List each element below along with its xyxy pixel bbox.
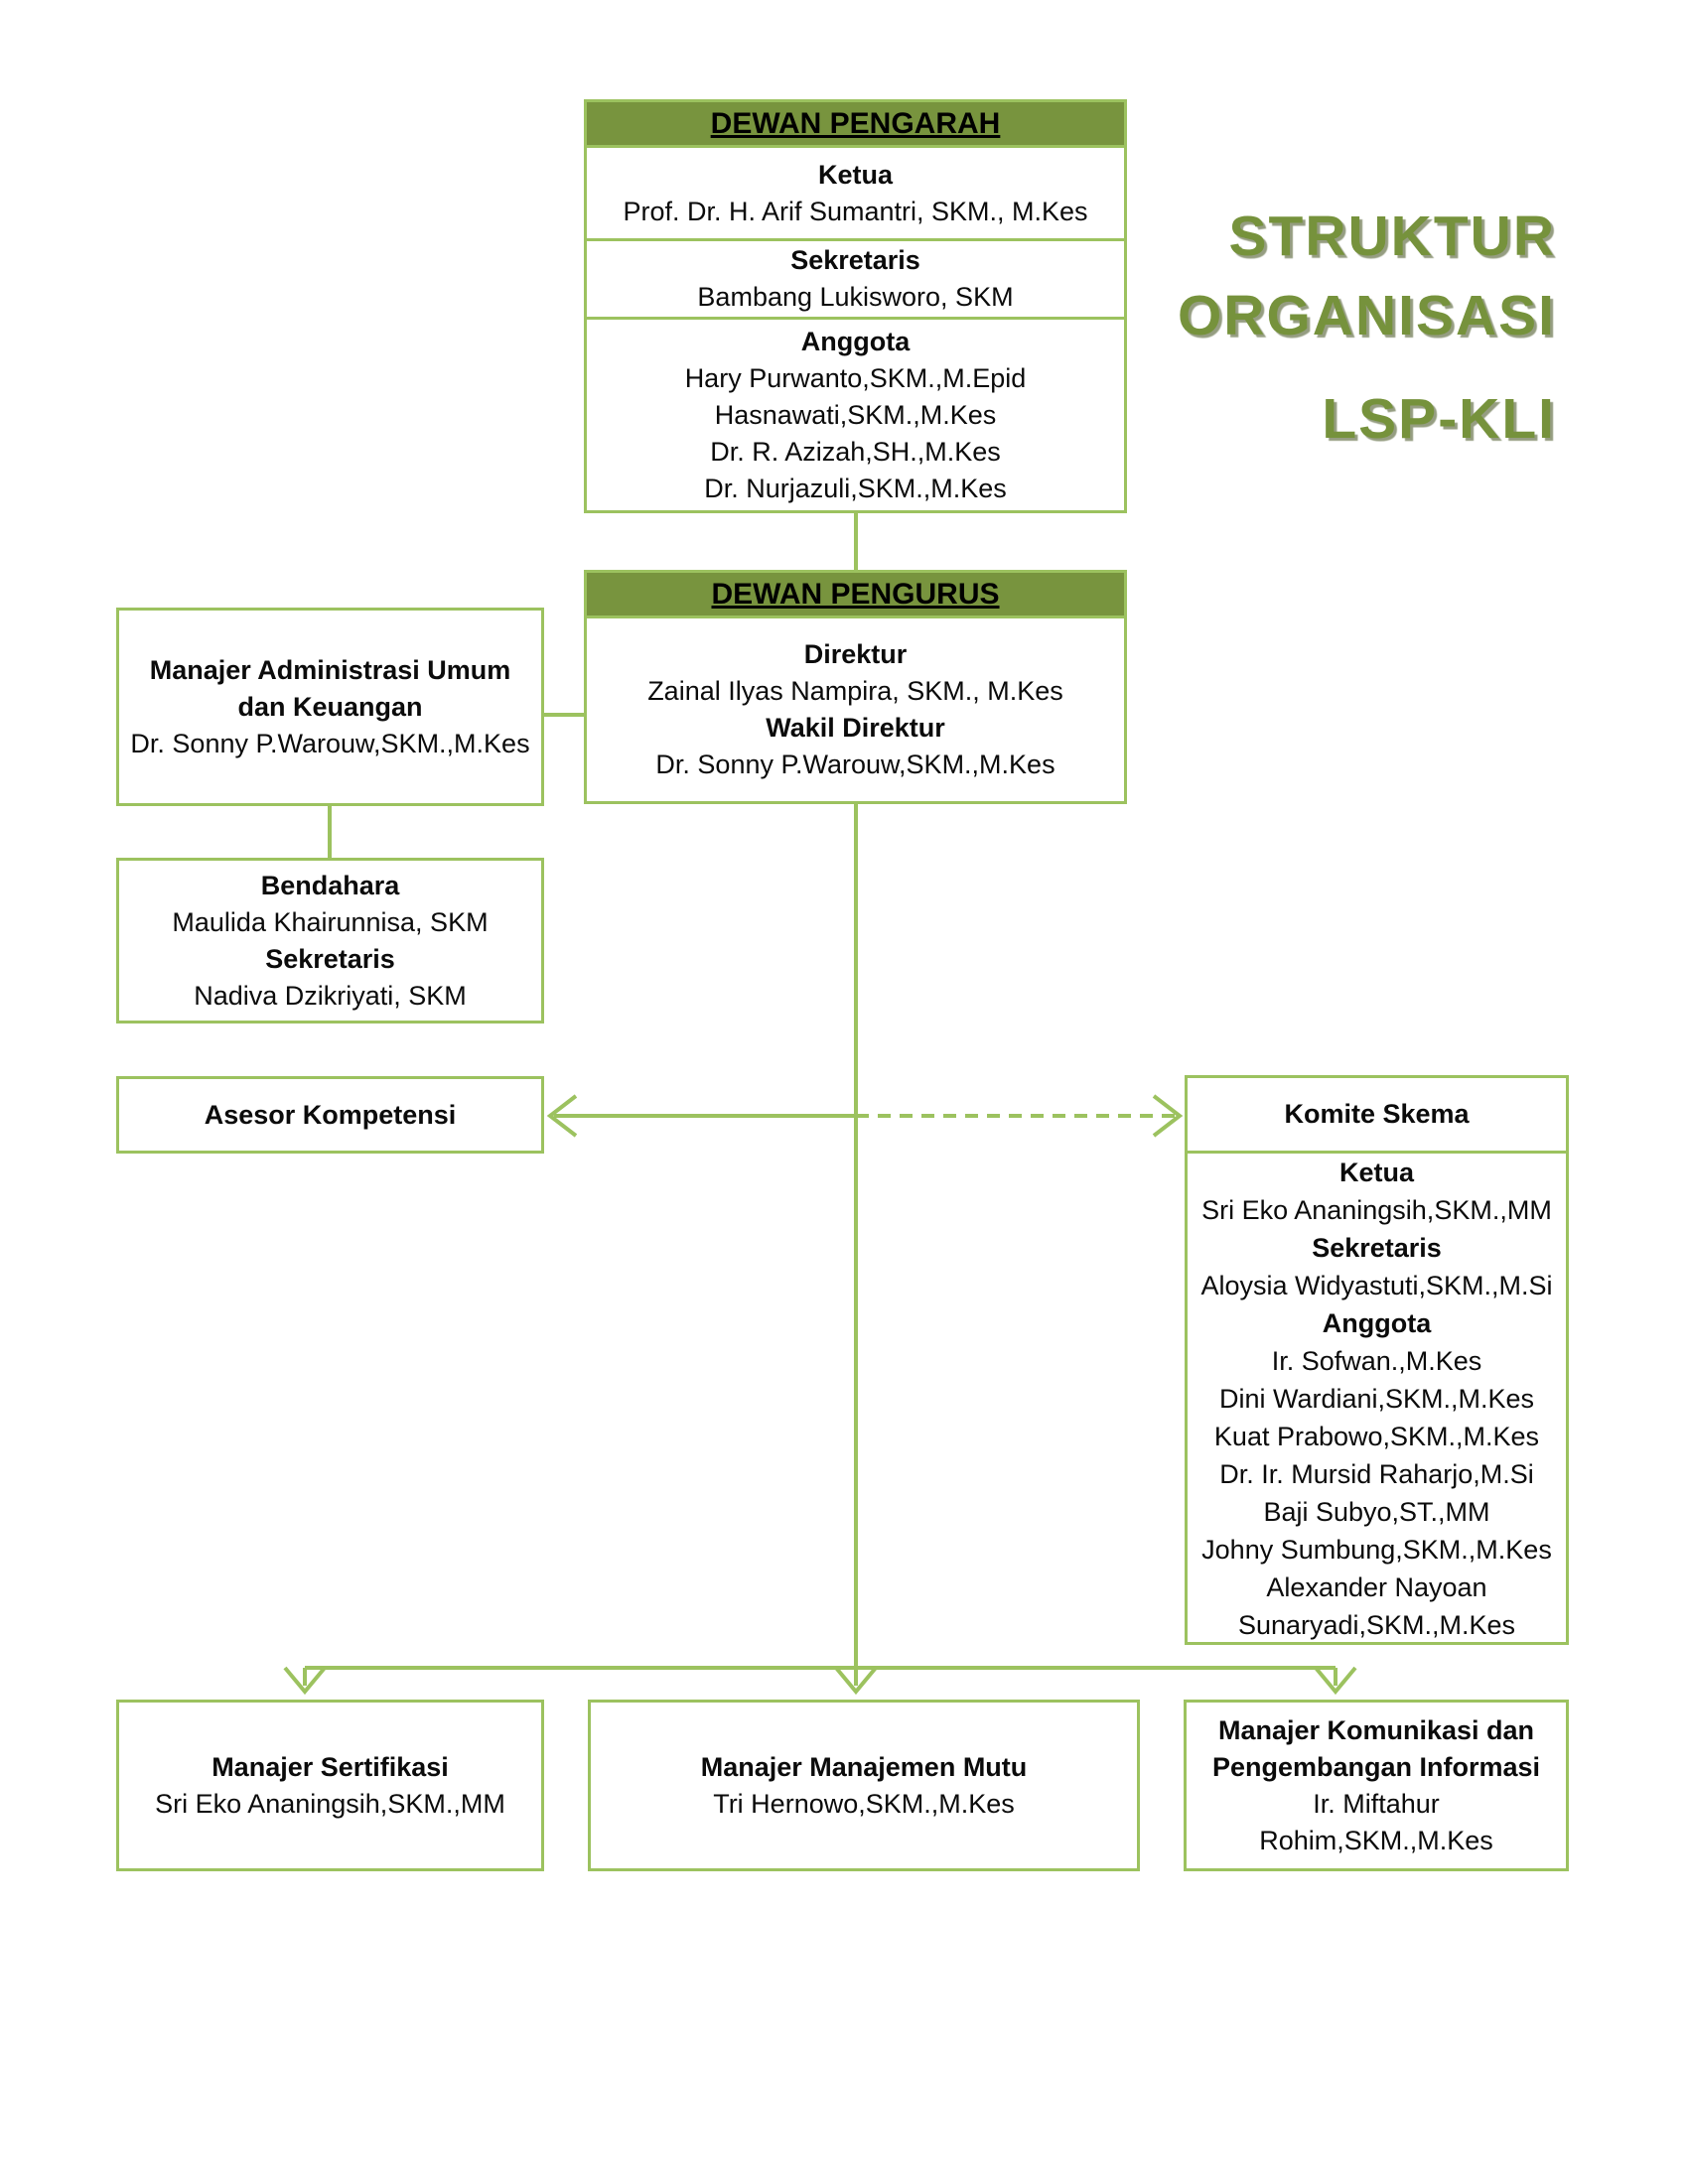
role-label: Sekretaris (790, 245, 920, 275)
asesor-kompetensi-body (119, 1079, 541, 1151)
member-name: Dr. Nurjazuli,SKM.,M.Kes (704, 473, 1007, 503)
dewan-pengurus-header: DEWAN PENGURUS (587, 573, 1124, 618)
box-manajer-mutu (588, 1700, 1140, 1871)
role-label: Ketua (817, 159, 893, 190)
member-name: Prof. Dr. H. Arif Sumantri, SKM., M.Kes (623, 196, 1088, 226)
member-name: Dr. Sonny P.Warouw,SKM.,M.Kes (130, 728, 530, 758)
arrowhead-down-left-icon (285, 1668, 325, 1692)
member-name: Aloysia Widyastuti,SKM.,M.Si (1200, 1271, 1553, 1300)
member-name: Johny Sumbung,SKM.,M.Kes (1201, 1535, 1552, 1565)
box-dewan-pengurus (584, 570, 1127, 804)
role-label: Anggota (800, 326, 911, 356)
role-label: Direktur (803, 639, 908, 669)
member-name: Dr. Ir. Mursid Raharjo,M.Si (1219, 1459, 1534, 1489)
role-label: Ketua (1338, 1158, 1414, 1187)
komite-skema-body (1188, 1154, 1566, 1644)
arrowhead-left-asesor-icon (550, 1096, 576, 1136)
member-name: Dr. Sonny P.Warouw,SKM.,M.Kes (655, 750, 1055, 779)
arrowhead-down-center-icon (836, 1668, 876, 1692)
role-label: Manajer Manajemen Mutu (700, 1751, 1028, 1782)
member-name: Sunaryadi,SKM.,M.Kes (1237, 1610, 1516, 1640)
member-name: Maulida Khairunnisa, SKM (172, 906, 489, 937)
member-name: Ir. Sofwan.,M.Kes (1271, 1346, 1482, 1376)
member-name: Ir. Miftahur Rohim,SKM.,M.Kes (1259, 1788, 1493, 1855)
role-label: Wakil Direktur (766, 713, 945, 743)
box-komite-skema (1185, 1075, 1569, 1645)
dewan-pengurus-body (587, 618, 1124, 801)
arrowhead-right-komite-icon (1154, 1096, 1180, 1136)
member-name: Dini Wardiani,SKM.,M.Kes (1218, 1384, 1535, 1414)
member-name: Hary Purwanto,SKM.,M.Epid (684, 362, 1027, 393)
member-name: Kuat Prabowo,SKM.,M.Kes (1213, 1422, 1540, 1451)
box-asesor-kompetensi (116, 1076, 544, 1154)
member-name: Sri Eko Ananingsih,SKM.,MM (1201, 1195, 1552, 1225)
dewan-pengarah-header: DEWAN PENGARAH (587, 102, 1124, 148)
title-line-1: STRUKTUR (1228, 205, 1556, 268)
role-label: Manajer Administrasi Umum dan Keuangan (149, 654, 511, 722)
manajer-komunikasi-body (1187, 1703, 1566, 1868)
box-dewan-pengarah (584, 99, 1127, 513)
member-name: Zainal Ilyas Nampira, SKM., M.Kes (647, 676, 1063, 706)
dewan-pengarah-section-ketua (587, 148, 1124, 238)
box-manajer-sertifikasi (116, 1700, 544, 1871)
role-label: Anggota (1322, 1308, 1432, 1338)
member-name: Dr. R. Azizah,SH.,M.Kes (710, 436, 1001, 467)
member-name: Alexander Nayoan (1266, 1572, 1487, 1602)
member-name: Sri Eko Ananingsih,SKM.,MM (155, 1788, 505, 1819)
member-name: Hasnawati,SKM.,M.Kes (714, 399, 997, 430)
dewan-pengarah-section-anggota (587, 317, 1124, 510)
manajer-sertifikasi-body (119, 1703, 541, 1868)
role-label: Manajer Komunikasi dan Pengembangan Informasi (1211, 1714, 1541, 1782)
box-manajer-komunikasi (1184, 1700, 1569, 1871)
dewan-pengarah-section-sekretaris (587, 238, 1124, 317)
komite-skema-header-section (1188, 1078, 1566, 1154)
arrowhead-down-right-icon (1316, 1668, 1355, 1692)
manajer-mutu-body (591, 1703, 1137, 1868)
role-label: Asesor Kompetensi (204, 1099, 457, 1130)
title-line-2: ORGANISASI (1177, 284, 1556, 347)
role-label: Bendahara (260, 870, 400, 900)
member-name: Bambang Lukisworo, SKM (697, 282, 1014, 312)
role-label: Sekretaris (1312, 1233, 1442, 1263)
role-label: Manajer Sertifikasi (211, 1751, 449, 1782)
bendahara-sekretaris-body (119, 861, 541, 1021)
box-manajer-administrasi (116, 608, 544, 806)
manajer-administrasi-body (119, 611, 541, 803)
member-name: Baji Subyo,ST.,MM (1263, 1497, 1490, 1527)
member-name: Nadiva Dzikriyati, SKM (194, 980, 467, 1011)
komite-skema-header: Komite Skema (1284, 1099, 1470, 1129)
role-label: Sekretaris (265, 943, 395, 974)
box-bendahara-sekretaris (116, 858, 544, 1024)
title-line-3: LSP-KLI (1322, 387, 1556, 451)
member-name: Tri Hernowo,SKM.,M.Kes (713, 1788, 1015, 1819)
